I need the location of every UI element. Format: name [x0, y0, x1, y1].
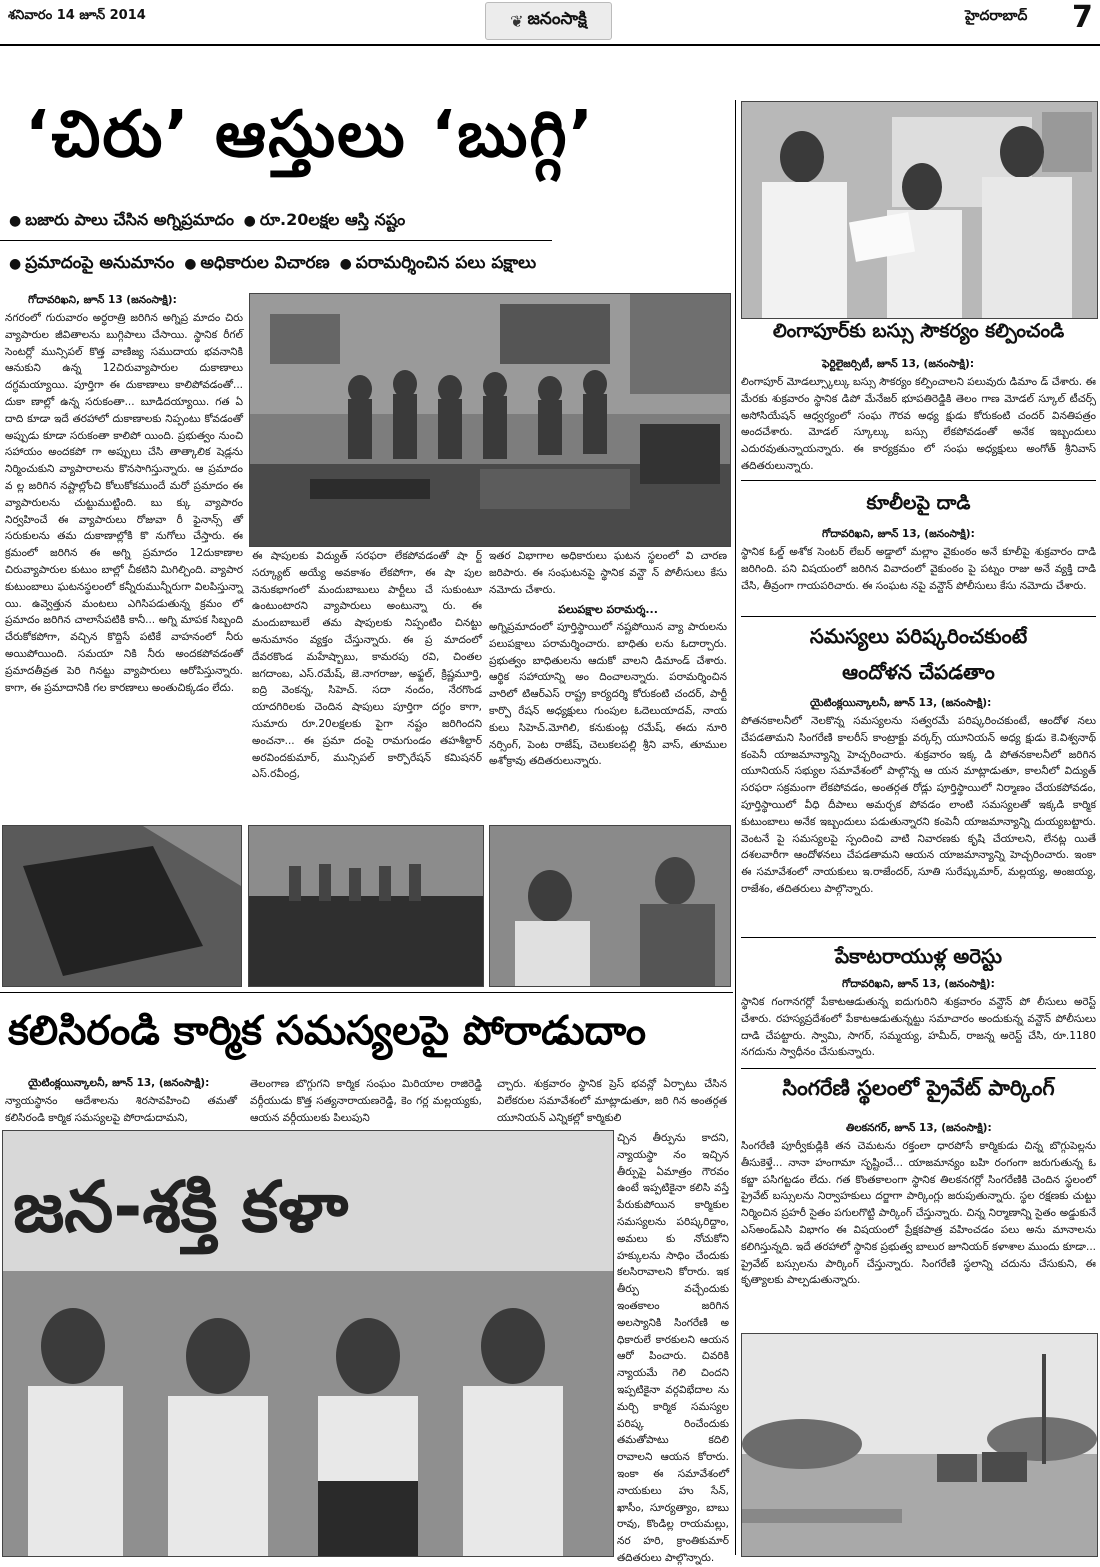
banner-text: జన-శక్తి కళా — [13, 1166, 349, 1248]
sidebar-dateline-5: తిలకనగర్, జూన్ 13, (జనంసాక్షి): — [846, 1122, 992, 1134]
burnt-stalls-photo — [248, 825, 484, 987]
story2-headline: కలిసిరండి కార్మిక సమస్యలపై పోరాడుదాం — [8, 1008, 647, 1054]
sidebar-rule — [741, 937, 1096, 938]
sidebar-body-4: స్థానిక గంగానగర్లో పేకాటఆడుతున్న ఐదుగురిని శుక్రవారం వన్టౌన్ పో లీసులు అరెస్ట్ చేశారు. రహస్యప్రదేశంలో పేకాటఆడుతున్నట్టు సమాచారం అందుకున్న వన్టౌన్ పోలీసులు దాడి చేపట్టారు. స్వామి, సాగర్, సమ్మయ్య, హమీద్, రాజన్న అరెస్ట్ చేసి, రూ.1180 నగదును స్వాధీనం చేసుకున్నారు. — [741, 996, 1096, 1059]
lead-subheads-row2 — [5, 253, 536, 277]
sidebar-headline-3b: ఆందోళన చేపడతాం — [842, 660, 995, 684]
lead-body-col3a: ఇతర విభాగాల అధికారులు ఘటన స్థలంలో వి చారణ జరిపారు. ఈ సంఘటనపై స్థానిక వన్టౌ న్ పోలీసులు కేసు నమోదు చేశారు. — [489, 550, 727, 596]
bullet-icon: ● — [339, 256, 352, 272]
subhead-rule — [0, 240, 552, 241]
story2-body-col3a: చ్చారు. శుక్రవారం స్థానిక ప్రెస్ భవన్లో ఏర్పాటు చేసిన విలేకరుల సమావేశంలో మాట్లాడుతూ, జరి గిన అంతర్గత యూనియన్ ఎన్నికల్లో కార్మికులి — [497, 1078, 727, 1124]
lead-body-col2: ఈ షాపులకు విద్యుత్ సరఫరా లేకపోవడంతో షా ర్ట్ సర్క్యూట్ అయ్యే అవకాశం లేకపోగా, ఈ షా పుల వెనుకభాగంలో మందుబాబులు పార్టీలు చే సుకుంటూ ఉంటుంటారని వ్యాపారులు అంటున్నా రు. ఈ మందుబాబులే తమ షాపులకు నిప్పంటిం చినట్టు అనుమానం వ్యక్తం చేస్తున్నారు. ఈ ప్ర మాదంలో దేవరకొండ మహేష్బాబు, కామరపు రవి, చింతల జగదాంబ, ఎస్.రమేష్, జె.నాగరాజు, అఫ్జల్, క్రిష్ణమూర్తి, ఐద్రి వెంకన్న, సిహెచ్. సదా నందం, నేరగొండ యాదగిరిలకు చెందిన షాపులు పూర్తిగా దగ్ధం కాగా, సుమారు రూ.20లక్షలకు పైగా నష్టం జరిగిందని అంచనా... ఈ ప్రమా దంపై రామగుండం తహశీల్దార్ అరవిందకుమార్, మున్సిపల్ కార్పొరేషన్ కమిషనర్ ఎస్.రవీంద్ర, — [252, 550, 482, 781]
burnt-debris-photo — [2, 825, 242, 987]
story2-body-col2: తెలంగాణ బొగ్గుగని కార్మిక సంఘం మిరియాల రాజిరెడ్డి వర్గీయుడు కొత్త సత్యనారాయణరెడ్డి, కెం గర్ల మల్లయ్యకు, ఆయన వర్గీయులకు పిలుపుని — [250, 1078, 482, 1124]
lead-col3-subheading: పలుపక్షాల పరామర్శ... — [558, 603, 658, 616]
sidebar-body-1: లింగాపూర్ మోడల్స్కూల్కు బస్సు సౌకర్యం కల్పించాలని పలువురు డిమాం డ్ చేశారు. ఈ మేరకు శుక్రవారం స్థానిక డిపో మేనేజర్ భూపతిరెడ్డికి తెలం గాణ మోడల్ స్కూల్ టీచర్స్ అసోసియేషన్ ఆధ్వర్యంలో సంఘ గౌరవ అధ్య క్షుడు కోరుకంటి చందర్ వినతిపత్రం అందచేశారు. మోడల్ స్కూల్కు బస్సు లేకపోవడంతో అనేక ఇబ్బందులు ఎదురవుతున్నాయన్నారు. ఈ కార్యక్రమం లో సంఘ అధ్యక్షులు అంగోత్ శ్రీనివాస్ తదితరులున్నారు. — [741, 376, 1096, 472]
sidebar-dateline-3: యైటింక్లయిన్కాలనీ, జూన్ 13, (జనంసాక్షి): — [810, 697, 992, 709]
lead-dateline: గోదావరిఖని, జూన్ 13 (జనంసాక్షి): — [28, 294, 177, 306]
masthead-logo — [485, 2, 612, 40]
leaf-icon: ❦ — [510, 11, 524, 31]
lead-body-col3b: అగ్నిప్రమాదంలో పూర్తిస్థాయిలో నష్టపోయిన వ్యా పారులను పలుపక్షాలు పరామర్శించారు. బాధితు లను ఓదార్చారు. ప్రభుత్వం బాధితులను ఆదుకో వాలని డిమాండ్ చేశారు. ఆర్థిక సహాయాన్ని అం దించాలన్నారు. పరామర్శించిన వారిలో టిఆర్ఎస్ రాష్ట్ర కార్యదర్శి కోరుకంటి చందర్, పార్టీ కార్పొ రేషన్ అధ్యక్షులు గుంపుల ఓదెలుయాదవ్, నాయ కులు సిహెచ్.మోగిలి, కనుకుంట్ల రమేష్, ఈదు నూరి నర్సింగ్, పెంట రాజేష్, చెలుకలపల్లి శ్రీని వాస్, తూముల అశోక్రావు తదితరులున్నారు. — [489, 621, 727, 768]
bus-parking-photo — [741, 1333, 1098, 1557]
lead-body-col1: నగరంలో గురువారం అర్ధరాత్రి జరిగిన అగ్నిప్ర మాదం చిరు వ్యాపారుల జీవితాలను బుగ్గిపాలు చేసాయి. స్థానిక రీగల్ సెంటర్లో మున్సిపల్ కొత్త వాణిజ్య సముదాయ భవనానికి ఆనుకుని ఉన్న 12చిరువ్యాపారుల దుకాణాలు దగ్ధమయ్యాయి. పూర్తిగా ఈ దుకాణాలు కాలిపోవడంతో... దుకా ణాల్లో ఉన్న సరుకంతా... బూడిదయ్యాయి. గత ఏ దాది కూడా ఇదే తరహాలో దుకాణాలకు నిప్పంటు కోవడంతో అప్పుడు కూడా సరుకంతా కాలిపో యింది. ప్రభుత్వం నుంచి సహాయం అందకపో గా అప్పులు చేసి తాత్కాలిక షెడ్లను నిర్మించుకుని వ్యాపారాలను కొనసాగిస్తున్నారు. ఆ ప్రమాదం వ ల్ల జరిగిన నష్టాల్లోంచి కోలుకోకముందే మరో ప్రమాదం ఈ వ్యాపారులను చుట్టుముట్టింది. బు క్కు వ్యాపారం నిర్వహించే ఈ వ్యాపారులు రోజువా రీ ఫైనాన్స్ తో సరుకులను తమ దుకాణాల్లోకి కొ నుగోలు చేస్తారు. ఈ క్రమంలో జరిగిన ఈ అగ్ని ప్రమాదం 12దుకాణాల చిరువ్యాపారుల కుటుం బాల్లో చీకటిని మిగిల్చింది. వ్యాపార కుటుంబాలు ఘటనస్థలంలో కన్నీరుమున్నీరుగా విలపిస్తున్నా యి. ఉవ్వెత్తున మంటలు ఎగిసిపడుతున్న క్రమం లో ప్రమాదం జరిగిన చాలాసేపటికి కానీ... అగ్ని మాపక సిబ్బంది చేరుకోకపోగా, వచ్చిన కొద్దిసే పటికే వాహనంలో నీరు అయిపోయింది. సమయా నికి నీరు అందకపోవడంతో ప్రమాదతీవ్రత పెరి గినట్టు వ్యాపారులు ఆరోపిస్తున్నారు. కాగా, ఈ ప్రమాదానికి గల కారణాలు అంతుచిక్కడం లేదు. — [5, 312, 243, 694]
edition-city: హైదరాబాద్ — [965, 8, 1028, 24]
bullet-icon: ● — [184, 256, 197, 272]
fire-scene-photo — [249, 293, 731, 547]
bullet-icon: ● — [9, 256, 22, 272]
lead-subheads-row1 — [5, 210, 405, 233]
page-number: 7 — [1072, 0, 1093, 35]
union-leaders-photo — [2, 1130, 614, 1557]
bullet-icon: ● — [9, 213, 22, 229]
sidebar-rule — [741, 1068, 1096, 1069]
sidebar-headline-3a: సమస్యలు పరిష్కరించకుంటే — [809, 624, 1028, 648]
story2-body-col3b: చ్చిన తీర్పును కాదని, న్యాయస్థా నం ఇచ్చిన తీర్పుపై ఏమాత్రం గౌరవం ఉంటే ఇప్పటికైనా కలిసి వస్తే పేరుకుపోయిన కార్మికుల సమస్యలను పరిష్కరిద్దాం, అమలు కు నోచుకోని హక్కులను సాధిం చేందుకు కలసిరావాలని కోరారు. ఇక తీర్పు వచ్చేందుకు ఇంతకాలం జరిగిన అలస్యానికి సింగరేణి అ ధికారులే కారకులని ఆయన ఆరో పించారు. చివరికి న్యాయమే గెలి చిందని ఇప్పటికైనా వర్గవిభేదాల ను మర్చి కార్మిక సమస్యల పరిష్క రించేందుకు తమతోపాటు కదిలి రావాలని ఆయన కోరారు. ఇంకా ఈ సమావేశంలో నాయకులు హు సేన్, ఖాసీం, సూర్యత్యాం, బాబు రావు, కొండిల్ల రాయమల్లు, నర హరి, క్రాంతికుమార్ తదితరులు పాల్గొన్నారు. — [617, 1132, 729, 1564]
story-separator — [0, 992, 733, 993]
lead-subhead: అధికారుల విచారణ — [200, 253, 330, 273]
header-rule — [0, 44, 1100, 46]
lead-subhead: బజారు పాలు చేసిన అగ్నిప్రమాదం — [25, 210, 235, 229]
story2-dateline: యైటింక్లయిన్కాలనీ, జూన్ 13, (జనంసాక్షి): — [28, 1077, 210, 1089]
sidebar-body-2: స్థానిక ఓల్డ్ అశోక సెంటర్ లేబర్ అడ్డాలో మల్లాం వైకుంఠం అనే కూలీపై శుక్రవారం దాడి జరిగింది. పని విషయంలో జరిగిన వివాదంలో వైకుంఠం పై పట్నం రాజు అనే వ్యక్తి దాడి చేసి, తీవ్రంగా గాయపరిచారు. ఈ సంఘట నపై వన్టౌన్ పోలీసులు కేసు నమోదు చేశారు. — [741, 546, 1096, 592]
bullet-icon: ● — [243, 213, 256, 229]
sidebar-headline-2: కూలీలపై దాడి — [866, 492, 971, 514]
sidebar-body-5: సింగరేణి పూర్వీకుడ్లికి తన చెమటను రక్తంలా ధారపోసే కార్మికుడు చిన్న బొగ్గుపెల్లను తీసుకెళ్తే... నానా హంగామా సృష్టించే... యాజమాన్యం బహి రంగంగా జరుగుతున్న ఓ కబ్జా పసిగట్టడం లేదు. గత కొంతకాలంగా స్థానిక తిలకనగర్లో సింగరేణికి చెందిన స్థలంలో ప్రైవేట్ బస్సులను నిర్వాహకులు దర్జాగా పార్కింగ్లు జరుపుతున్నారు. స్థల రక్షణకు చుట్టు నిర్మించిన ప్రహరీ సైతం పగులగొట్టి పార్కింగ్ చేస్తున్నారు. చిన్న నిర్మాణాన్ని సైతం అడ్డుకునే ఎస్అండ్ఎసి విభాగం ఈ విషయంలో ప్రేక్షకపాత్ర వహించడం పలు అను మానాలను కలిగిస్తున్నది. ఇదే తరహాలో స్థానిక ప్రభుత్వ బాలుర జూనియర్ కళాశాల ముందు కూడా... ప్రైవేట్ బస్సులను పార్కింగ్ చేస్తున్నారు. సింగరేణి స్థలాన్ని చదును చేసుకుని, ఈ కృత్యాలకు పాల్పడుతున్నారు. — [741, 1140, 1096, 1287]
lead-subhead: ప్రమాదంపై అనుమానం — [25, 253, 175, 273]
sidebar-rule — [741, 480, 1096, 481]
lead-subhead: పరామర్శించిన పలు పక్షాలు — [355, 253, 537, 273]
sidebar-headline-5: సింగరేణి స్థలంలో ప్రైవేట్ పార్కింగ్ — [782, 1076, 1055, 1100]
memorandum-photo — [741, 101, 1098, 319]
sidebar-rule — [741, 616, 1096, 617]
sidebar-dateline-4: గోదావరిఖని, జూన్ 13, (జనంసాక్షి): — [842, 978, 995, 990]
sidebar-body-3: పోతనకాలనీలో నెలకొన్న సమస్యలను సత్వరమే పరిష్కరించకుంటే, ఆందోళ నలు చేపడతామని సింగరేణి కాలరీస్ కాంట్రాక్టు వర్కర్స్ యూనియన్ అధ్య క్షుడు కె.విశ్వనాథ్ కంపెనీ యాజమాన్యాన్ని హెచ్చరించారు. శుక్రవారం ఇక్క డి పోతనకాలనీలో జరిగిన యూనియన్ సభ్యుల సమావేశంలో పాల్గొన్న ఆ యన మాట్లాడుతూ, కాలనీలో విద్యుత్ సరఫరా సక్రమంగా లేకపోవడం, అంతర్గత రోడ్లు పూర్తిస్థాయిలో నిర్మాణం చేయకపోవడం, పూర్తిస్థాయిలో వీధి దీపాలు అమర్చక పోవడం లాంటి సమస్యలతో ఇక్కడి కార్మిక కుటుంబాలు అనేక ఇబ్బందులు పడుతున్నారని కంపెనీ యాజమాన్యాన్ని దుయ్యబట్టారు. వెంటనే పై సమస్యలపై స్పందించి వాటి నివారణకు కృషి చేయాలని, లేనట్ల యితే దశలవారీగా ఆందోళనలు చేపడతామని ఆయన యాజమాన్యాన్ని హెచ్చరించారు. ఇంకా ఈ సమావేశంలో నాయకులు ఇ.రాజేందర్, సూతి సురేష్కుమార్, మల్లయ్య, అంజయ్య, రాజేశం, తదితరులు పాల్గొన్నారు. — [741, 715, 1096, 895]
lead-headline: ‘చిరు’ ఆస్తులు ‘బుగ్గి’ — [25, 98, 596, 172]
sidebar-dateline-1: ఫెర్టిలైజర్సిటీ, జూన్ 13, (జనంసాక్షి): — [822, 358, 975, 370]
story2-body-col1: న్యాయస్థానం ఆదేశాలను శిరసావహించి తమతో కలిసిరండి కార్మిక సమస్యలపై పోరాడుదామని, — [5, 1095, 237, 1124]
sidebar-headline-1: లింగాపూర్‌కు బస్సు సౌకర్యం కల్పించండి — [772, 320, 1065, 342]
masthead-name: జనంసాక్షి — [527, 9, 587, 29]
issue-date: శనివారం 14 జూన్ 2014 — [8, 8, 146, 23]
sidebar-divider — [735, 100, 736, 1555]
grieving-vendors-photo — [489, 825, 731, 987]
sidebar-headline-4: పేకాటరాయుళ్ల అరెస్టు — [834, 944, 1003, 968]
sidebar-dateline-2: గోదావరిఖని, జూన్ 13, (జనంసాక్షి): — [822, 528, 975, 540]
lead-subhead: రూ.20లక్షల ఆస్తి నష్టం — [259, 210, 406, 229]
